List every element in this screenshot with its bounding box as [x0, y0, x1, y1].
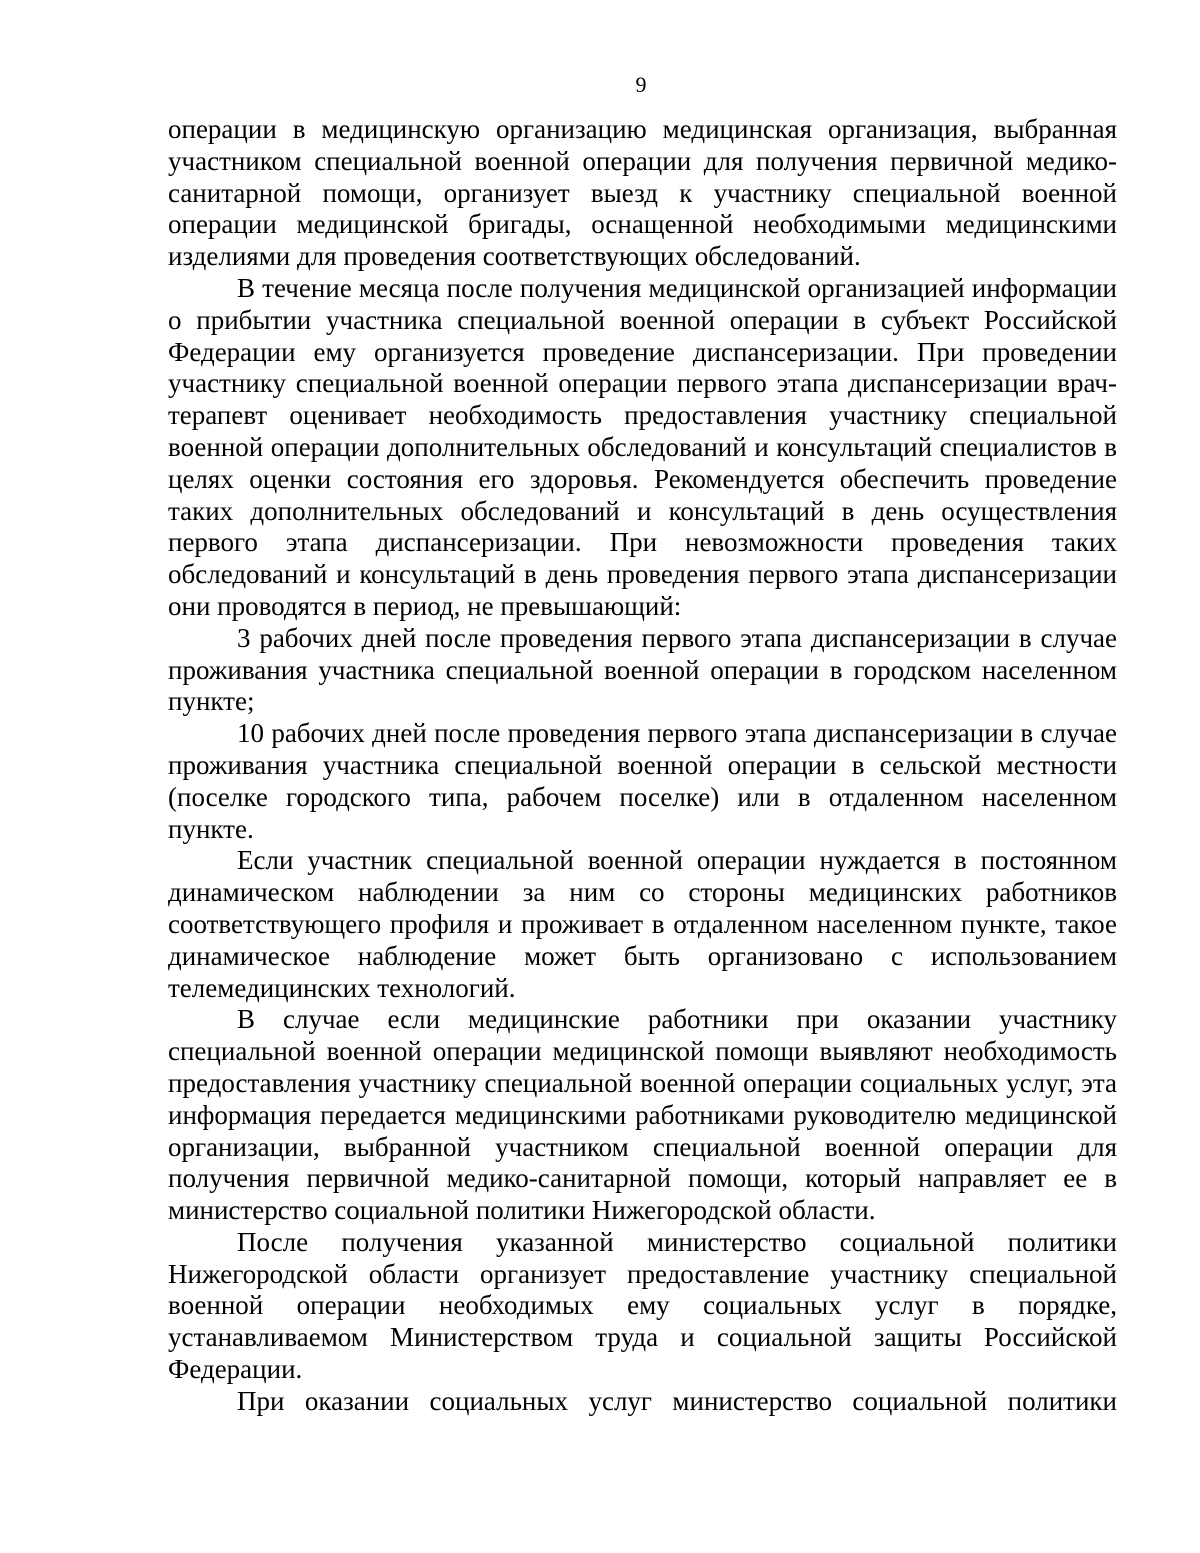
- paragraph-continuation: операции в медицинскую организацию медицинская организация, выбранная участником специальной военной операции для получения первичной медико-санитарной помощи, организует выезд к участнику специальной военной операции медицинской бригады, оснащенной необходимыми медицинскими изделиями для проведения соответствующих обследований.: [168, 114, 1117, 272]
- paragraph-social-services-provision: При оказании социальных услуг министерство социальной политики: [237, 1385, 1117, 1416]
- document-body: [168, 114, 1117, 1418]
- paragraph-ministry-provision: После получения указанной министерство социальной политики Нижегородской области организует предоставление участнику специальной военной операции необходимых ему социальных услуг в порядке, устанавливаемом Министерством труда и социальной защиты Российской Федерации.: [168, 1226, 1117, 1385]
- paragraph-urban-term: 3 рабочих дней после проведения первого этапа диспансеризации в случае проживания участника специальной военной операции в городском населенном пункте;: [168, 622, 1117, 717]
- paragraph-social-services-referral: В случае если медицинские работники при оказании участнику специальной военной операции медицинской помощи выявляют необходимость предоставления участнику специальной военной операции социальных услуг, эта информация передается медицинскими работниками руководителю медицинской организации, выбранной участником специальной военной операции для получения первичной медико-санитарной помощи, который направляет ее в министерство социальной политики Нижегородской области.: [168, 1004, 1117, 1226]
- paragraph-dispensarization: В течение месяца после получения медицинской организацией информации о прибытии участника специальной военной операции в субъект Российской Федерации ему организуется проведение диспансеризации. При проведении участнику специальной военной операции первого этапа диспансеризации врач-терапевт оценивает необходимость предоставления участнику специальной военной операции дополнительных обследований и консультаций специалистов в целях оценки состояния его здоровья. Рекомендуется обеспечить проведение таких дополнительных обследований и консультаций в день осуществления первого этапа диспансеризации. При невозможности проведения таких обследований и консультаций в день проведения первого этапа диспансеризации они проводятся в период, не превышающий:: [168, 272, 1117, 621]
- paragraph-telemedicine: Если участник специальной военной операции нуждается в постоянном динамическом наблюдении за ним со стороны медицинских работников соответствующего профиля и проживает в отдаленном населенном пункте, такое динамическое наблюдение может быть организовано с использованием телемедицинских технологий.: [168, 845, 1117, 1003]
- paragraph-rural-term: 10 рабочих дней после проведения первого этапа диспансеризации в случае проживания участника специальной военной операции в сельской местности (поселке городского типа, рабочем поселке) или в отдаленном населенном пункте.: [168, 718, 1117, 844]
- page-number: 9: [635, 72, 647, 97]
